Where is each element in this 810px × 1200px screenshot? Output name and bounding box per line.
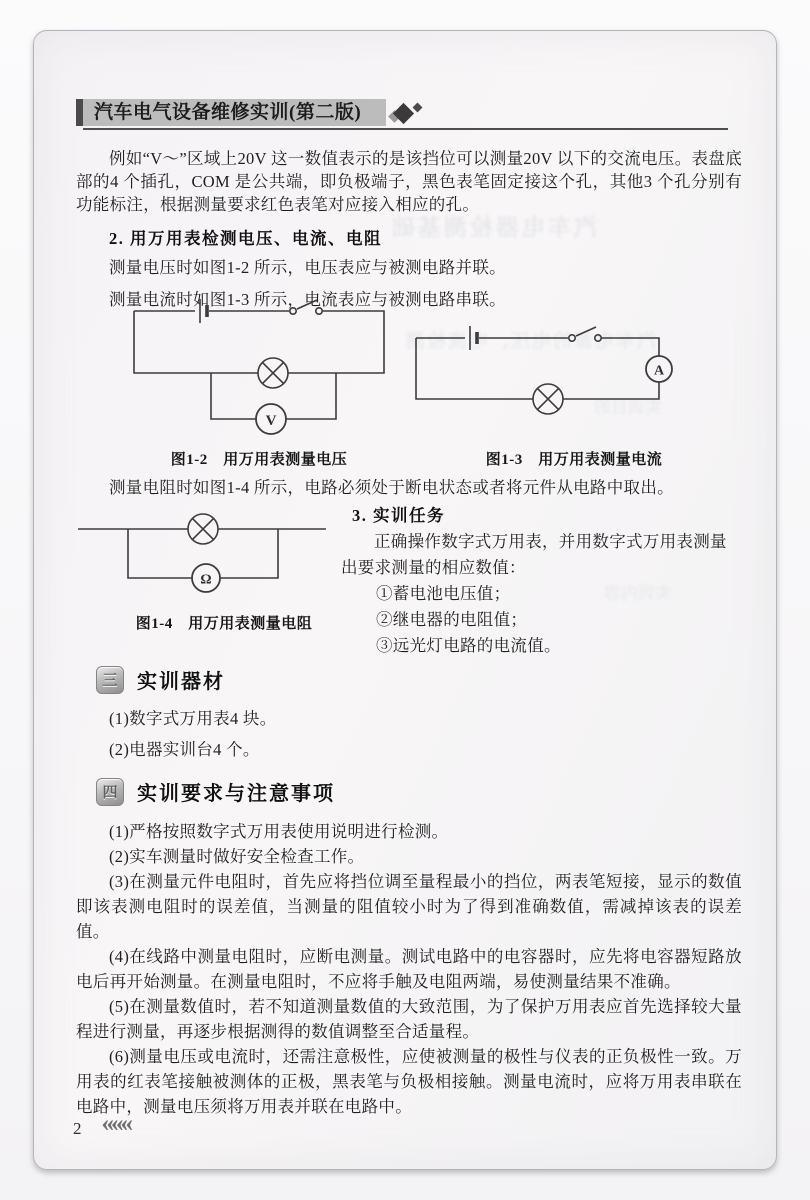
current-measure-line: 测量电流时如图1-3 所示，电流表应与被测电路串联。 xyxy=(109,290,506,309)
battery-icon xyxy=(470,326,477,350)
subheading-3: 3. 实训任务 xyxy=(352,506,445,525)
figure-1-4-caption: 图1-4 用万用表测量电阻 xyxy=(135,616,313,632)
requirement-item: (4)在线路中测量电阻时，应断电测量。测试电路中的电容器时，应先将电容器短路放电后再开始测量。在测量电阻时，不应将手触及电阻两端，易使测量结果不准确。 xyxy=(76,947,742,991)
task-intro-line-2: 出要求测量的相应数值： xyxy=(341,558,526,577)
book-page xyxy=(33,30,777,1170)
bleed-through-text: 汽车电器检测基础 xyxy=(389,215,597,240)
figure-1-2-caption: 图1-2 用万用表测量电压 xyxy=(170,452,348,468)
footer-chevrons-icon: ««« xyxy=(101,1110,130,1137)
task-item: ③远光灯电路的电流值。 xyxy=(376,636,561,655)
section-4-title: 实训要求与注意事项 xyxy=(137,783,335,805)
requirements-list xyxy=(76,819,742,1119)
task-item: ②继电器的电阻值； xyxy=(376,610,528,629)
lamp-icon xyxy=(533,384,563,414)
requirement-item: (1)严格按照数字式万用表使用说明进行检测。 xyxy=(109,822,449,841)
equipment-item: (1)数字式万用表4 块。 xyxy=(109,709,277,728)
header-rule xyxy=(83,128,728,130)
section-3-header xyxy=(96,665,225,694)
intro-paragraph: 例如“V～”区域上20V 这一数值表示的是该挡位可以测量20V 以下的交流电压。表盘底部的4 个插孔，COM 是公共端，即负极端子，黑色表笔固定接这个孔，其他3 个孔分别有功能标注，根据测量要求红色表笔对应接入相应的孔。 xyxy=(76,149,742,214)
switch-icon xyxy=(569,327,601,341)
voltage-measure-line: 测量电压时如图1-2 所示，电压表应与被测电路并联。 xyxy=(109,258,506,277)
task-item: ①蓄电池电压值； xyxy=(376,584,511,603)
section-3-title: 实训器材 xyxy=(137,671,225,693)
section-4-header xyxy=(96,777,335,806)
page-number: 2 xyxy=(73,1119,82,1138)
ohmmeter-label: Ω xyxy=(200,572,212,588)
header-accent-bar xyxy=(76,99,83,126)
subheading-2: 2. 用万用表检测电压、电流、电阻 xyxy=(109,229,382,248)
requirement-item: (5)在测量数值时，若不知道测量数值的大致范围，为了保护万用表应首先选择较大量程进行测量，再逐步根据测得的数值调整至合适量程。 xyxy=(76,997,742,1041)
task-intro-line-1: 正确操作数字式万用表，并用数字式万用表测量 xyxy=(374,532,727,551)
lamp-icon xyxy=(188,514,218,544)
resistance-measure-line: 测量电阻时如图1-4 所示，电路必须处于断电状态或者将元件从电路中取出。 xyxy=(109,478,674,497)
figure-1-3-caption: 图1-3 用万用表测量电流 xyxy=(485,452,663,468)
requirement-item: (6)测量电压或电流时，还需注意极性，应使被测量的极性与仪表的正负极性一致。万用表的红表笔接触被测体的正极，黑表笔与负极相接触。测量电流时，应将万用表串联在电路中，测量电压须将万用表并联在电路中。 xyxy=(76,1047,742,1116)
page-footer xyxy=(73,1110,130,1141)
circuit-diagram-resistance xyxy=(74,511,374,603)
circuit-diagram-current xyxy=(409,297,739,442)
header-diamond-icon xyxy=(390,101,430,127)
bleed-through-text: 实训目的 xyxy=(594,398,662,417)
equipment-item: (2)电器实训台4 个。 xyxy=(109,740,260,759)
circuit-diagram-voltage xyxy=(94,297,424,442)
section-4-number-icon: 四 xyxy=(96,778,124,806)
voltmeter-label: V xyxy=(265,413,277,429)
switch-icon xyxy=(290,300,322,314)
bleed-through-text: 汽车电源的电压、电流检测 xyxy=(404,331,657,352)
requirement-item: (2)实车测量时做好安全检查工作。 xyxy=(109,847,365,866)
requirement-item: (3)在测量元件电阻时，首先应将挡位调至量程最小的挡位，两表笔短接，显示的数值即该表测电阻时的误差值，当测量的阻值较小时为了得到准确数值，需减掉该表的误差值。 xyxy=(76,872,742,941)
ammeter-label: A xyxy=(653,363,665,379)
lamp-icon xyxy=(258,358,288,388)
section-3-number-icon: 三 xyxy=(96,666,124,694)
equipment-list xyxy=(109,703,277,765)
bleed-through-text: 实训内容 xyxy=(604,584,672,603)
header-title: 汽车电气设备维修实训(第二版) xyxy=(83,99,386,126)
battery-icon xyxy=(200,299,207,323)
